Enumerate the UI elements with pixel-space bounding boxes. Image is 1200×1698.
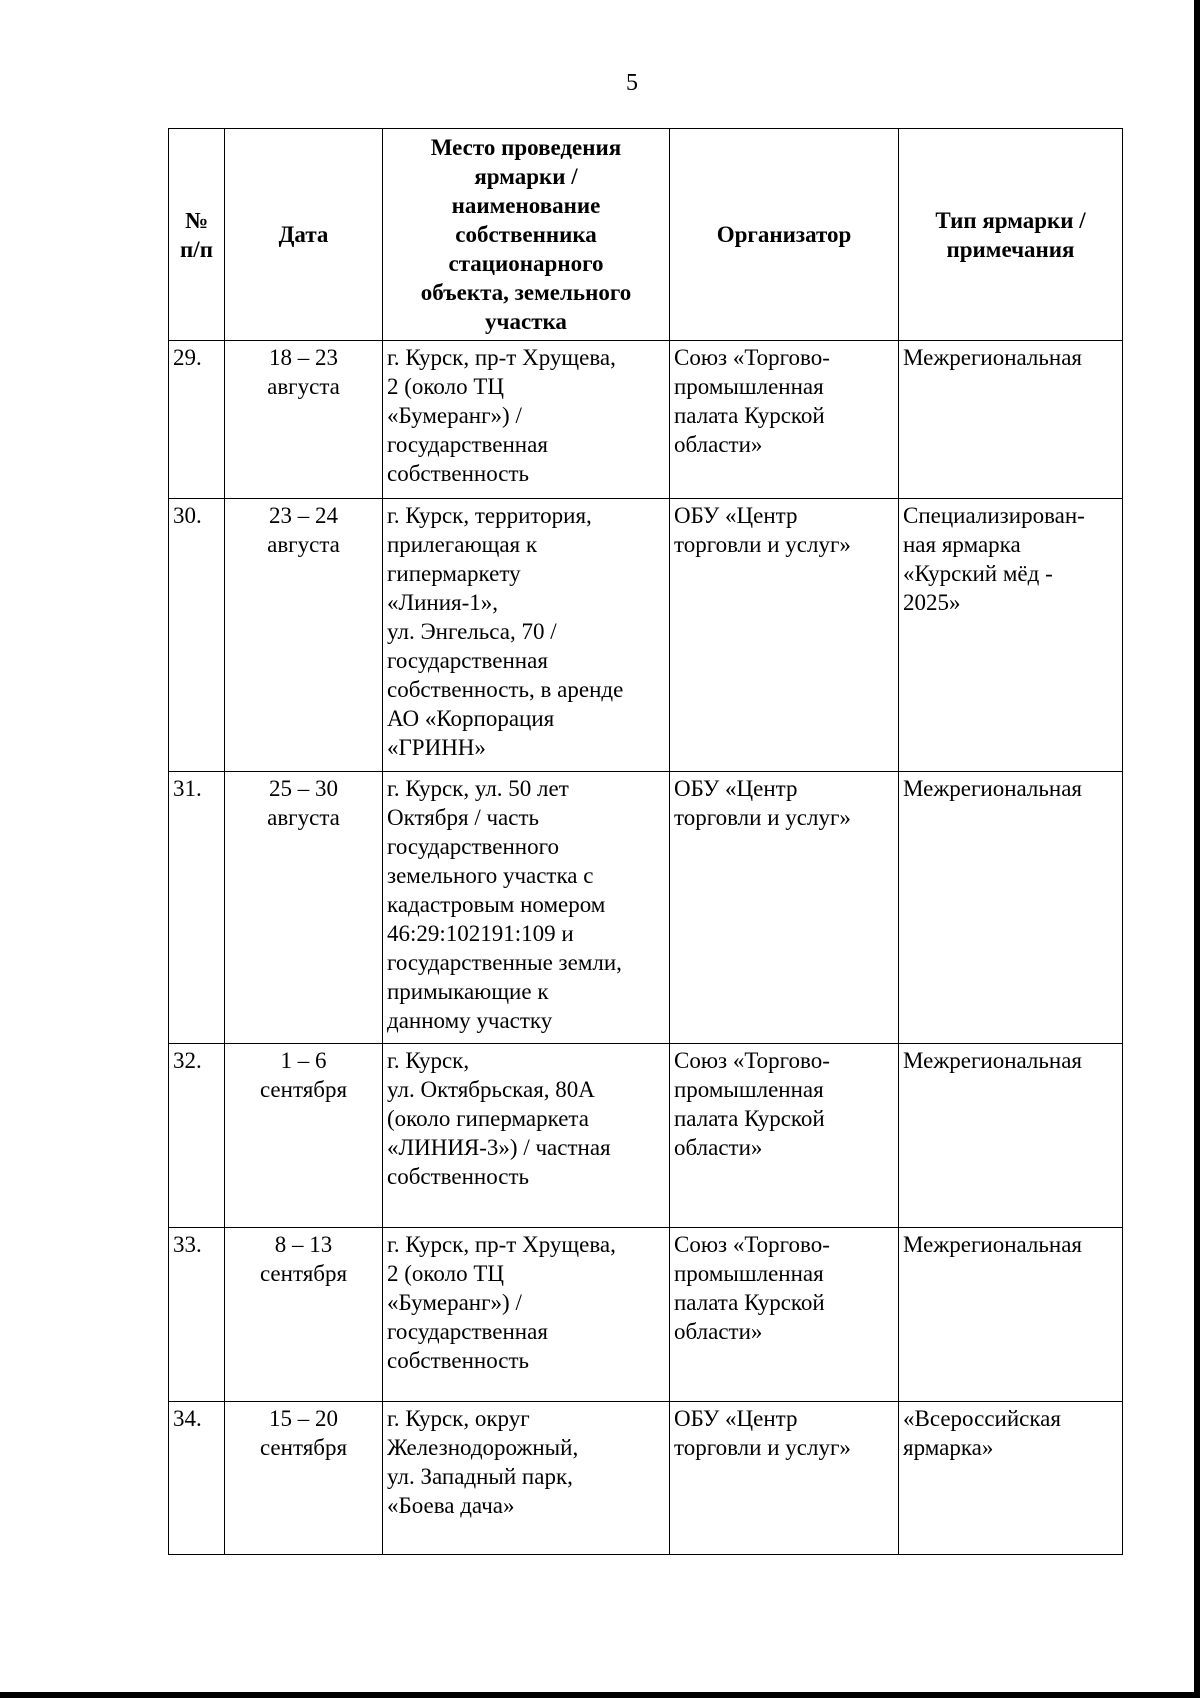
- scan-edge-right: [1194, 0, 1200, 1698]
- table-row: [169, 772, 1123, 1044]
- cell-number: 34.: [169, 1402, 225, 1555]
- header-number: № п/п: [169, 129, 225, 341]
- cell-place: г. Курск, территория, прилегающая к гипермаркету «Линия-1», ул. Энгельса, 70 / государственная собственность, в аренде АО «Корпорация «ГРИНН»: [383, 499, 670, 772]
- scan-edge-bottom: [0, 1692, 1200, 1698]
- table-header-row: [169, 129, 1123, 341]
- cell-organizer: Союз «Торгово- промышленная палата Курской области»: [670, 1228, 899, 1402]
- cell-date: 1 – 6 сентября: [225, 1044, 383, 1228]
- cell-date: 15 – 20 сентября: [225, 1402, 383, 1555]
- page-number: 5: [626, 70, 638, 96]
- fair-schedule-table: [168, 128, 1123, 1555]
- table-row: [169, 341, 1123, 499]
- cell-organizer: ОБУ «Центр торговли и услуг»: [670, 772, 899, 1044]
- cell-number: 31.: [169, 772, 225, 1044]
- table-row: [169, 499, 1123, 772]
- cell-number: 29.: [169, 341, 225, 499]
- header-date: Дата: [225, 129, 383, 341]
- cell-organizer: Союз «Торгово- промышленная палата Курской области»: [670, 1044, 899, 1228]
- header-type: Тип ярмарки / примечания: [899, 129, 1123, 341]
- header-place: Место проведения ярмарки / наименование собственника стационарного объекта, земельного участка: [383, 129, 670, 341]
- table-row: [169, 1044, 1123, 1228]
- cell-date: 23 – 24 августа: [225, 499, 383, 772]
- cell-place: г. Курск, пр-т Хрущева, 2 (около ТЦ «Бумеранг») / государственная собственность: [383, 1228, 670, 1402]
- cell-organizer: Союз «Торгово- промышленная палата Курской области»: [670, 341, 899, 499]
- cell-place: г. Курск, ул. 50 лет Октября / часть государственного земельного участка с кадастровым номером 46:29:102191:109 и государственные земли, примыкающие к данному участку: [383, 772, 670, 1044]
- table-row: [169, 1402, 1123, 1555]
- cell-organizer: ОБУ «Центр торговли и услуг»: [670, 499, 899, 772]
- cell-place: г. Курск, ул. Октябрьская, 80А (около гипермаркета «ЛИНИЯ-3») / частная собственность: [383, 1044, 670, 1228]
- cell-number: 32.: [169, 1044, 225, 1228]
- cell-place: г. Курск, округ Железнодорожный, ул. Западный парк, «Боева дача»: [383, 1402, 670, 1555]
- cell-number: 33.: [169, 1228, 225, 1402]
- table-row: [169, 1228, 1123, 1402]
- cell-type: «Всероссийская ярмарка»: [899, 1402, 1123, 1555]
- cell-type: Межрегиональная: [899, 1228, 1123, 1402]
- header-organizer: Организатор: [670, 129, 899, 341]
- cell-type: Межрегиональная: [899, 1044, 1123, 1228]
- cell-type: Специализирован- ная ярмарка «Курский мёд - 2025»: [899, 499, 1123, 772]
- cell-date: 8 – 13 сентября: [225, 1228, 383, 1402]
- cell-organizer: ОБУ «Центр торговли и услуг»: [670, 1402, 899, 1555]
- cell-number: 30.: [169, 499, 225, 772]
- cell-type: Межрегиональная: [899, 341, 1123, 499]
- cell-place: г. Курск, пр-т Хрущева, 2 (около ТЦ «Бумеранг») / государственная собственность: [383, 341, 670, 499]
- cell-date: 18 – 23 августа: [225, 341, 383, 499]
- cell-date: 25 – 30 августа: [225, 772, 383, 1044]
- cell-type: Межрегиональная: [899, 772, 1123, 1044]
